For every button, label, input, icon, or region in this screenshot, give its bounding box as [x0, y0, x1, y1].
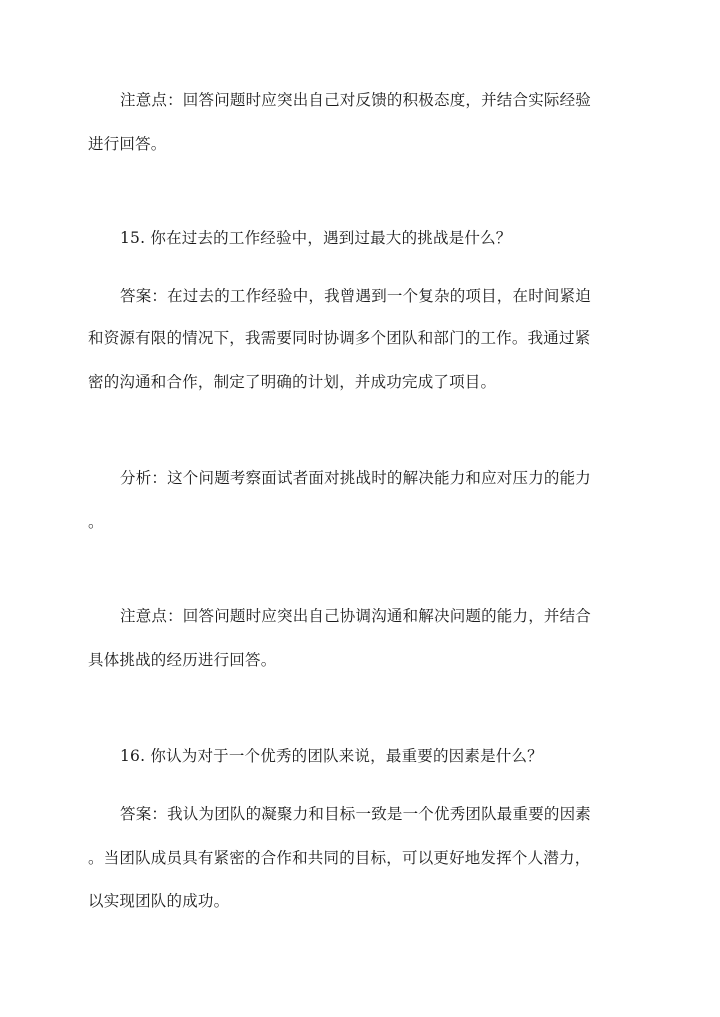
- answer-line-3: 密的沟通和合作，制定了明确的计划，并成功完成了项目。: [88, 373, 497, 391]
- answer2-line-1: 答案：我认为团队的凝聚力和目标一致是一个优秀团队最重要的因素: [120, 805, 592, 823]
- analysis-line-1: 分析：这个问题考察面试者面对挑战时的解决能力和应对压力的能力: [120, 469, 592, 487]
- question-16: 16. 你认为对于一个优秀的团队来说，最重要的因素是什么？: [120, 747, 543, 765]
- note-line-1: 注意点：回答问题时应突出自己对反馈的积极态度，并结合实际经验: [120, 91, 592, 109]
- analysis-line-2: 。: [88, 513, 104, 531]
- answer-line-2: 和资源有限的情况下，我需要同时协调多个团队和部门的工作。我通过紧: [88, 329, 591, 347]
- note-line-2: 进行回答。: [88, 135, 167, 153]
- answer2-line-2: 。当团队成员具有紧密的合作和共同的目标，可以更好地发挥个人潜力，: [88, 849, 591, 867]
- note2-line-2: 具体挑战的经历进行回答。: [88, 651, 277, 669]
- note2-line-1: 注意点：回答问题时应突出自己协调沟通和解决问题的能力，并结合: [120, 607, 592, 625]
- answer-line-1: 答案：在过去的工作经验中，我曾遇到一个复杂的项目，在时间紧迫: [120, 287, 592, 305]
- answer2-line-3: 以实现团队的成功。: [88, 892, 230, 910]
- question-15: 15. 你在过去的工作经验中，遇到过最大的挑战是什么？: [120, 229, 512, 247]
